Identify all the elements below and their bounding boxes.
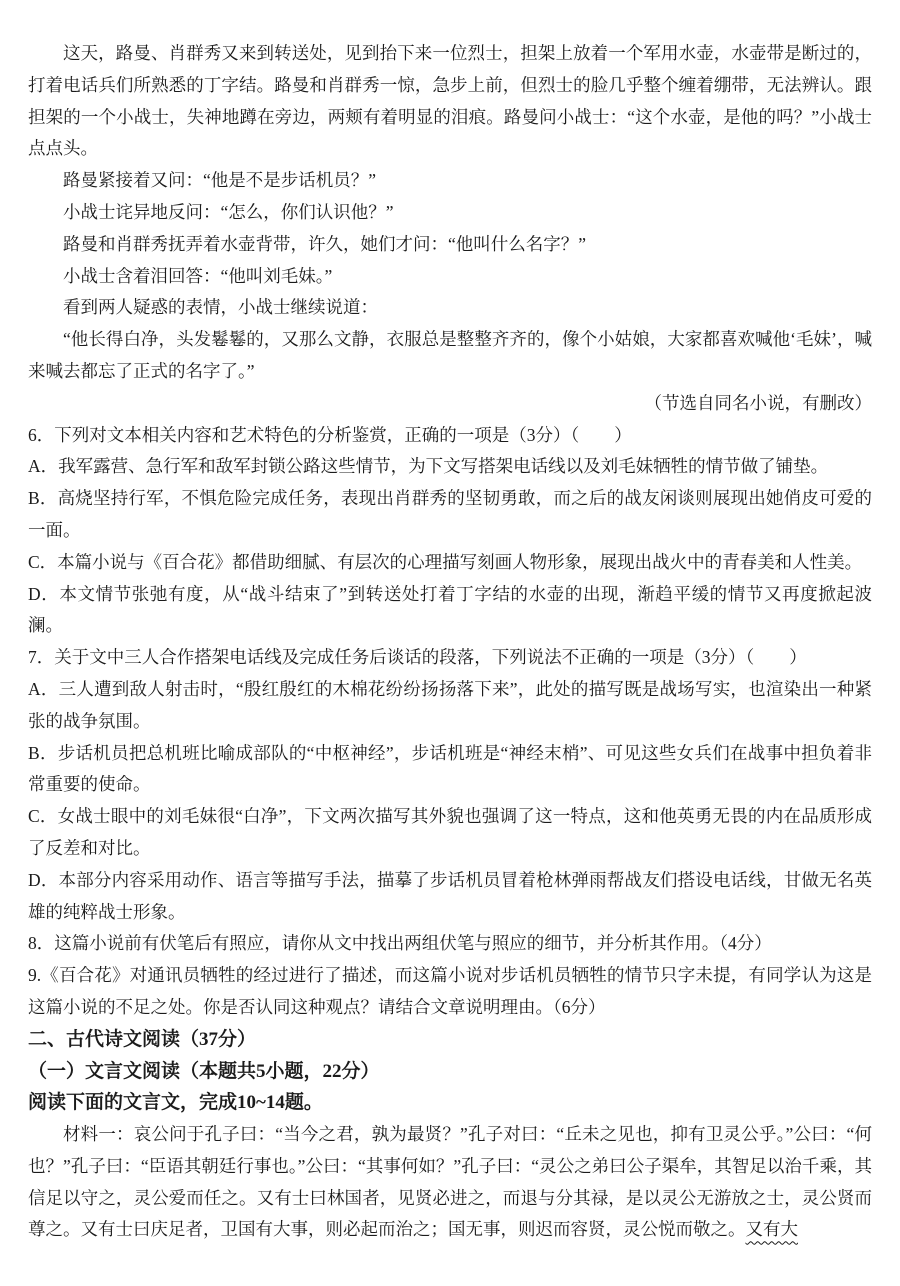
question-8-stem: 8．这篇小说前有伏笔后有照应，请你从文中找出两组伏笔与照应的细节，并分析其作用。（4分） — [28, 933, 772, 954]
story-dialogue-5: “他长得白净，头发鬈鬈的，又那么文静，衣服总是整整齐齐的，像个小姑娘，大家都喜欢喊他‘毛妹’，喊来喊去都忘了正式的名字了。” — [28, 329, 872, 381]
question-6-option-b: B．高烧坚持行军，不惧危险完成任务，表现出肖群秀的坚韧勇敢，而之后的战友闲谈则展现出她俏皮可爱的一面。 — [28, 488, 872, 540]
question-6-option-a: A．我军露营、急行军和敌军封锁公路这些情节，为下文写搭架电话线以及刘毛妹牺牲的情节做了铺垫。 — [28, 456, 829, 477]
reading-instruction: 阅读下面的文言文，完成10~14题。 — [28, 1092, 323, 1114]
story-dialogue-1: 路曼紧接着又问：“他是不是步话机员？” — [63, 170, 377, 191]
question-9-stem: 9.《百合花》对通讯员牺牲的经过进行了描述，而这篇小说对步话机员牺牲的情节只字未提，有同学认为这是这篇小说的不足之处。你是否认同这种观点？请结合文章说明理由。（6分） — [28, 965, 872, 1017]
subsection-1-title: （一）文言文阅读（本题共5小题，22分） — [28, 1060, 380, 1082]
story-paragraph-1: 这天，路曼、肖群秀又来到转送处，见到抬下来一位烈士，担架上放着一个军用水壶，水壶带是断过的，打着电话兵们所熟悉的丁字结。路曼和肖群秀一惊，急步上前，但烈士的脸几乎整个缠着绷带，无法辨认。跟担架的一个小战士，失神地蹲在旁边，两颊有着明显的泪痕。路曼问小战士：“这个水壶，是他的吗？”小战士点点头。 — [28, 43, 872, 159]
question-6-option-d: D．本文情节张弛有度，从“战斗结束了”到转送处打着丁字结的水壶的出现，渐趋平缓的情节又再度掀起波澜。 — [28, 583, 872, 636]
question-6-option-c: C．本篇小说与《百合花》都借助细腻、有层次的心理描写刻画人物形象，展现出战火中的青春美和人性美。 — [28, 551, 863, 572]
material-1-text: 材料一：哀公问于孔子曰：“当今之君，孰为最贤？”孔子对曰：“丘未之见也，抑有卫灵公乎。”公曰：“何也？”孔子曰：“臣语其朝廷行事也。”公曰：“其事何如？”孔子曰：“灵公之弟曰公子渠牟，其智足以治千乘，其信足以守之，灵公爱而任之。又有士曰林国者，见贤必进之，而退与分其禄，是以灵公无游放之士，灵公贤而尊之。又有士曰庆足者，卫国有大事，则必起而治之；国无事，则迟而容贤，灵公悦而敬之。 — [28, 1124, 872, 1240]
question-7-option-b: B．步话机员把总机班比喻成部队的“中枢神经”，步话机班是“神经末梢”、可见这些女兵们在战事中担负着非常重要的使命。 — [28, 742, 872, 795]
section-2-title: 二、古代诗文阅读（37分） — [28, 1028, 257, 1050]
story-narration: 看到两人疑惑的表情，小战士继续说道： — [63, 297, 378, 318]
story-dialogue-2: 小战士诧异地反问：“怎么，你们认识他？” — [63, 201, 394, 222]
story-dialogue-4: 小战士含着泪回答：“他叫刘毛妹。” — [63, 265, 333, 286]
question-6-stem: 6．下列对文本相关内容和艺术特色的分析鉴赏，正确的一项是（3分）（ ） — [28, 424, 632, 445]
story-dialogue-3: 路曼和肖群秀抚弄着水壶背带，许久，她们才问：“他叫什么名字？” — [63, 233, 587, 254]
classical-text-material-1 — [28, 1119, 872, 1246]
question-7-option-d: D．本部分内容采用动作、语言等描写手法，描摹了步话机员冒着枪林弹雨帮战友们搭设电话线，甘做无名英雄的纯粹战士形象。 — [28, 869, 872, 922]
material-1-wavy-underline-text: 又有大 — [745, 1219, 798, 1240]
question-7-stem: 7．关于文中三人合作搭架电话线及完成任务后谈话的段落，下列说法不正确的一项是（3分）（ ） — [28, 647, 807, 668]
question-7-option-c: C．女战士眼中的刘毛妹很“白净”，下文两次描写其外貌也强调了这一特点，这和他英勇无畏的内在品质形成了反差和对比。 — [28, 806, 872, 858]
question-7-option-a: A．三人遭到敌人射击时，“殷红殷红的木棉花纷纷扬扬落下来”，此处的描写既是战场写实，也渲染出一种紧张的战争氛围。 — [28, 678, 872, 731]
source-attribution: （节选自同名小说，有删改） — [644, 392, 872, 413]
